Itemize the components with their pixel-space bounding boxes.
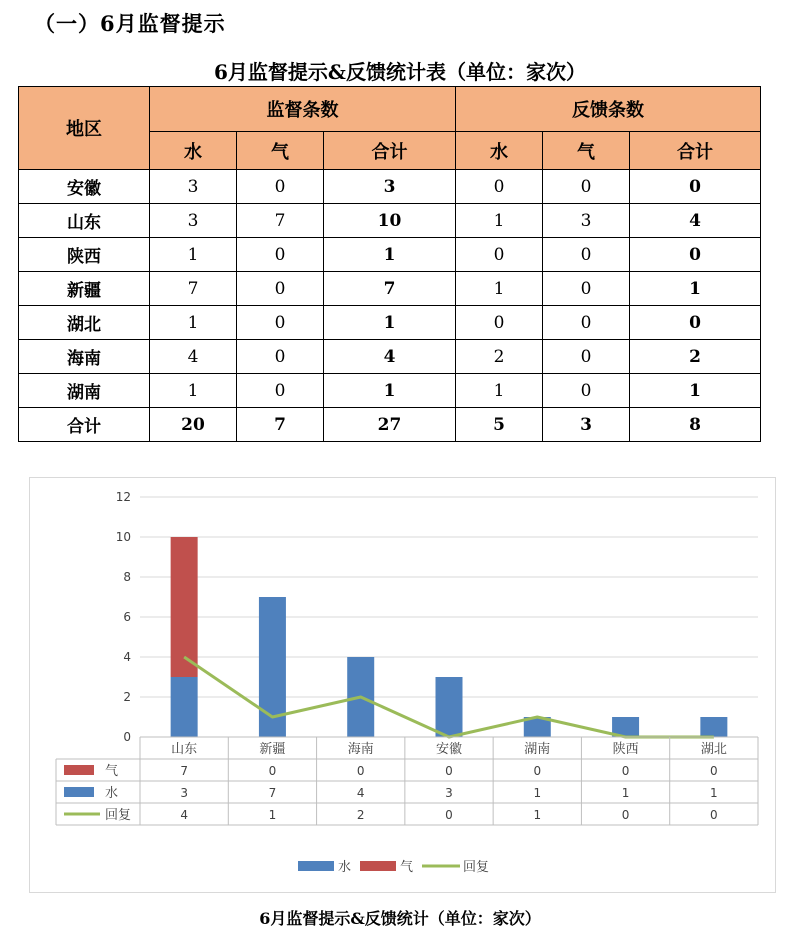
cell-feedback-gas: 0 (543, 170, 630, 204)
y-tick-label: 8 (123, 570, 131, 584)
cell-feedback-total: 0 (630, 306, 761, 340)
cell-region: 山东 (19, 204, 150, 238)
cell-supervise-total: 7 (324, 272, 456, 306)
cell-supervise-total: 1 (324, 306, 456, 340)
header-supervise-group: 监督条数 (150, 87, 456, 132)
data-table-value: 7 (180, 764, 188, 778)
cell-feedback-water: 0 (456, 170, 543, 204)
data-table-value: 0 (533, 764, 542, 778)
data-table-value: 1 (533, 786, 542, 800)
cell-feedback-total: 8 (630, 408, 761, 442)
data-table-value: 4 (180, 808, 188, 822)
x-category-label: 新疆 (259, 742, 286, 757)
cell-region: 海南 (19, 340, 150, 374)
y-tick-label: 6 (123, 610, 131, 624)
cell-feedback-total: 0 (630, 170, 761, 204)
data-table-value: 4 (356, 786, 365, 800)
x-category-label: 山东 (171, 742, 198, 757)
data-table-value: 0 (621, 808, 630, 822)
data-table-value: 1 (268, 808, 277, 822)
table-row (19, 238, 761, 272)
cell-supervise-gas: 7 (237, 408, 324, 442)
cell-feedback-gas: 0 (543, 374, 630, 408)
x-category-label: 湖北 (700, 742, 727, 757)
cell-feedback-gas: 0 (543, 238, 630, 272)
cell-supervise-total: 27 (324, 408, 456, 442)
cell-feedback-total: 4 (630, 204, 761, 238)
header-feedback-group: 反馈条数 (456, 87, 761, 132)
legend-swatch (360, 861, 396, 871)
data-table-value: 0 (356, 764, 365, 778)
cell-region: 陕西 (19, 238, 150, 272)
cell-region: 安徽 (19, 170, 150, 204)
cell-supervise-water: 20 (150, 408, 237, 442)
chart-container (29, 477, 776, 893)
cell-feedback-gas: 3 (543, 204, 630, 238)
cell-region: 合计 (19, 408, 150, 442)
cell-supervise-total: 1 (324, 238, 456, 272)
chart-caption: 6月监督提示&反馈统计（单位：家次） (259, 909, 541, 928)
cell-supervise-gas: 0 (237, 340, 324, 374)
legend-label: 回复 (463, 860, 490, 875)
legend-key-swatch (64, 787, 94, 797)
table-row (19, 272, 761, 306)
x-category-label: 陕西 (612, 742, 639, 757)
table-row (19, 340, 761, 374)
cell-feedback-gas: 0 (543, 272, 630, 306)
cell-feedback-water: 1 (456, 272, 543, 306)
cell-region: 湖南 (19, 374, 150, 408)
cell-feedback-water: 0 (456, 306, 543, 340)
cell-feedback-gas: 3 (543, 408, 630, 442)
cell-supervise-total: 10 (324, 204, 456, 238)
cell-feedback-water: 1 (456, 374, 543, 408)
y-tick-label: 10 (115, 530, 131, 544)
section-title: （一）6月监督提示 (34, 11, 226, 36)
cell-region: 湖北 (19, 306, 150, 340)
cell-supervise-water: 1 (150, 374, 237, 408)
cell-supervise-water: 3 (150, 170, 237, 204)
header-feedback-gas: 气 (543, 132, 630, 170)
legend-key-swatch (64, 765, 94, 775)
cell-feedback-water: 2 (456, 340, 543, 374)
data-table-value: 1 (533, 808, 542, 822)
cell-supervise-total: 3 (324, 170, 456, 204)
legend-swatch (298, 861, 334, 871)
x-category-label: 安徽 (435, 742, 463, 757)
data-table-value: 0 (710, 764, 718, 778)
data-table-value: 2 (356, 808, 365, 822)
legend-label: 气 (400, 860, 414, 875)
bar-water (436, 677, 463, 737)
cell-supervise-total: 4 (324, 340, 456, 374)
cell-supervise-gas: 0 (237, 272, 324, 306)
cell-feedback-total: 0 (630, 238, 761, 272)
data-table-value: 0 (268, 764, 277, 778)
bar-gas (171, 537, 198, 677)
cell-feedback-total: 2 (630, 340, 761, 374)
cell-supervise-gas: 7 (237, 204, 324, 238)
cell-feedback-total: 1 (630, 374, 761, 408)
data-table-value: 0 (621, 764, 630, 778)
cell-supervise-gas: 0 (237, 238, 324, 272)
data-table-value: 0 (445, 764, 453, 778)
header-supervise-total: 合计 (324, 132, 456, 170)
data-table-value: 0 (445, 808, 453, 822)
header-region: 地区 (19, 87, 150, 170)
header-feedback-water: 水 (456, 132, 543, 170)
data-table-value: 0 (710, 808, 718, 822)
x-category-label: 海南 (347, 742, 374, 757)
data-table-value: 1 (710, 786, 718, 800)
header-supervise-gas: 气 (237, 132, 324, 170)
y-tick-label: 4 (123, 650, 131, 664)
cell-feedback-gas: 0 (543, 340, 630, 374)
bar-water (171, 677, 198, 737)
table-row (19, 306, 761, 340)
cell-supervise-gas: 0 (237, 374, 324, 408)
cell-region: 新疆 (19, 272, 150, 306)
cell-feedback-gas: 0 (543, 306, 630, 340)
cell-supervise-gas: 0 (237, 306, 324, 340)
header-feedback-total: 合计 (630, 132, 761, 170)
data-table-value: 1 (621, 786, 630, 800)
statistics-table (18, 86, 761, 442)
table-row (19, 374, 761, 408)
x-category-label: 湖南 (524, 742, 551, 757)
header-supervise-water: 水 (150, 132, 237, 170)
y-tick-label: 0 (123, 730, 131, 744)
data-table-series-name: 气 (105, 764, 119, 779)
cell-feedback-water: 1 (456, 204, 543, 238)
cell-feedback-total: 1 (630, 272, 761, 306)
cell-supervise-water: 1 (150, 238, 237, 272)
y-tick-label: 12 (115, 490, 131, 504)
table-row (19, 170, 761, 204)
cell-supervise-gas: 0 (237, 170, 324, 204)
cell-supervise-total: 1 (324, 374, 456, 408)
data-table-series-name: 回复 (105, 808, 132, 823)
legend-label: 水 (338, 860, 352, 875)
y-tick-label: 2 (123, 690, 131, 704)
cell-supervise-water: 7 (150, 272, 237, 306)
cell-supervise-water: 3 (150, 204, 237, 238)
table-total-row (19, 408, 761, 442)
bar-water (700, 717, 727, 737)
data-table-series-name: 水 (105, 786, 119, 801)
combo-chart (30, 478, 775, 892)
cell-feedback-water: 5 (456, 408, 543, 442)
data-table-value: 3 (445, 786, 453, 800)
cell-supervise-water: 4 (150, 340, 237, 374)
cell-supervise-water: 1 (150, 306, 237, 340)
table-title: 6月监督提示&反馈统计表（单位：家次） (214, 60, 586, 84)
cell-feedback-water: 0 (456, 238, 543, 272)
data-table-value: 3 (180, 786, 188, 800)
table-row (19, 204, 761, 238)
data-table-value: 7 (268, 786, 277, 800)
